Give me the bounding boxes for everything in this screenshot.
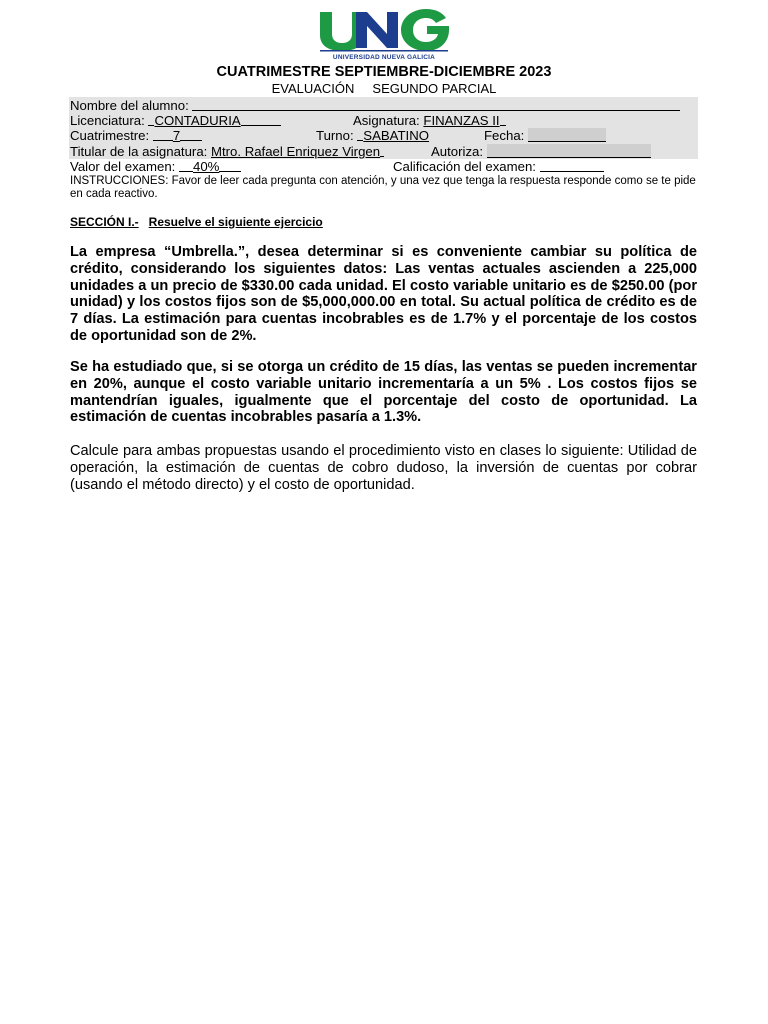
student-name-field[interactable] bbox=[192, 98, 680, 111]
problem-paragraph-2: Se ha estudiado que, si se otorga un crédito de 15 días, las ventas se pueden incrementar en 20%, aunque el costo variable unitario incrementaría a un 5% . Los costos fijos se mantendrían iguales, igualmente que el porcentaje del costo de oportunidad. La estimación de cuentas incobrables pasaría a 1.3%. bbox=[70, 359, 697, 426]
subject-field-tail bbox=[500, 113, 506, 126]
problem-paragraph-3: Calcule para ambas propuestas usando el procedimiento visto en clases lo siguiente: Utilidad de operación, la estimación de cuentas de cobro dudoso, la inversión de cuentas por cobrar (usando el método directo) y el costo de oportunidad. bbox=[70, 443, 697, 493]
logo-subtitle: UNIVERSIDAD NUEVA GALICIA bbox=[332, 54, 436, 61]
student-name-row bbox=[70, 98, 680, 113]
teacher-value: Mtro. Rafael Enriquez Virgen bbox=[211, 144, 381, 159]
subject-row bbox=[353, 113, 506, 128]
ung-logo-icon bbox=[316, 8, 452, 52]
date-row bbox=[484, 128, 606, 143]
teacher-field-tail bbox=[380, 144, 384, 157]
instructions-text: INSTRUCCIONES: Favor de leer cada pregunta con atención, y una vez que tenga la respuesta responde como se te pide en cada reactivo. bbox=[70, 175, 696, 200]
shift-value: SABATINO bbox=[363, 128, 430, 143]
date-field[interactable] bbox=[528, 128, 606, 142]
subject-value: FINANZAS II bbox=[423, 113, 500, 128]
grade-label: Calificación del examen: bbox=[393, 159, 536, 174]
teacher-label: Titular de la asignatura: bbox=[70, 144, 208, 159]
problem-paragraph-1: La empresa “Umbrella.”, desea determinar si es conveniente cambiar su política de crédito, considerando los siguientes datos: Las ventas actuales ascienden a 225,000 unidades a un precio de $330.00 cada unidad. El costo variable unitario es de $250.00 (por unidad) y los costos fijos son de $5,000,000.00 en total. Su actual política de crédito es de 7 días. La estimación para cuentas incobrables es de 1.7% y el porcentaje de los costos de oportunidad son de 2%. bbox=[70, 244, 697, 344]
exam-type: EVALUACIÓN bbox=[271, 81, 355, 96]
subject-label: Asignatura: bbox=[353, 113, 420, 128]
teacher-row bbox=[70, 144, 384, 159]
term-field-tail bbox=[180, 128, 202, 141]
section-heading bbox=[70, 215, 323, 229]
exam-title: CUATRIMESTRE SEPTIEMBRE-DICIEMBRE 2023 bbox=[216, 64, 552, 80]
shift-label: Turno: bbox=[316, 128, 354, 143]
term-value: 7 bbox=[172, 128, 181, 143]
degree-value: CONTADURIA bbox=[154, 113, 241, 128]
shift-row bbox=[316, 128, 429, 143]
authorize-field[interactable] bbox=[487, 144, 651, 158]
date-label: Fecha: bbox=[484, 128, 525, 143]
exam-subtitle bbox=[0, 81, 768, 96]
value-row bbox=[70, 159, 241, 174]
degree-row bbox=[70, 113, 281, 128]
section-title: Resuelve el siguiente ejercicio bbox=[148, 215, 323, 229]
authorize-label: Autoriza: bbox=[431, 144, 484, 159]
student-name-label: Nombre del alumno: bbox=[70, 98, 189, 113]
value-value: 40% bbox=[192, 159, 220, 174]
term-field-lead bbox=[153, 128, 173, 141]
university-logo bbox=[316, 8, 452, 66]
term-row bbox=[70, 128, 202, 143]
value-label: Valor del examen: bbox=[70, 159, 176, 174]
grade-field[interactable] bbox=[540, 159, 604, 172]
degree-label: Licenciatura: bbox=[70, 113, 145, 128]
grade-row bbox=[393, 159, 604, 174]
degree-field-tail bbox=[241, 113, 281, 126]
term-label: Cuatrimestre: bbox=[70, 128, 150, 143]
value-field-tail bbox=[219, 159, 241, 172]
authorize-row bbox=[431, 144, 651, 159]
exam-partial: SEGUNDO PARCIAL bbox=[372, 81, 497, 96]
section-number: SECCIÓN I.- bbox=[70, 215, 139, 229]
value-field-lead bbox=[179, 159, 193, 172]
